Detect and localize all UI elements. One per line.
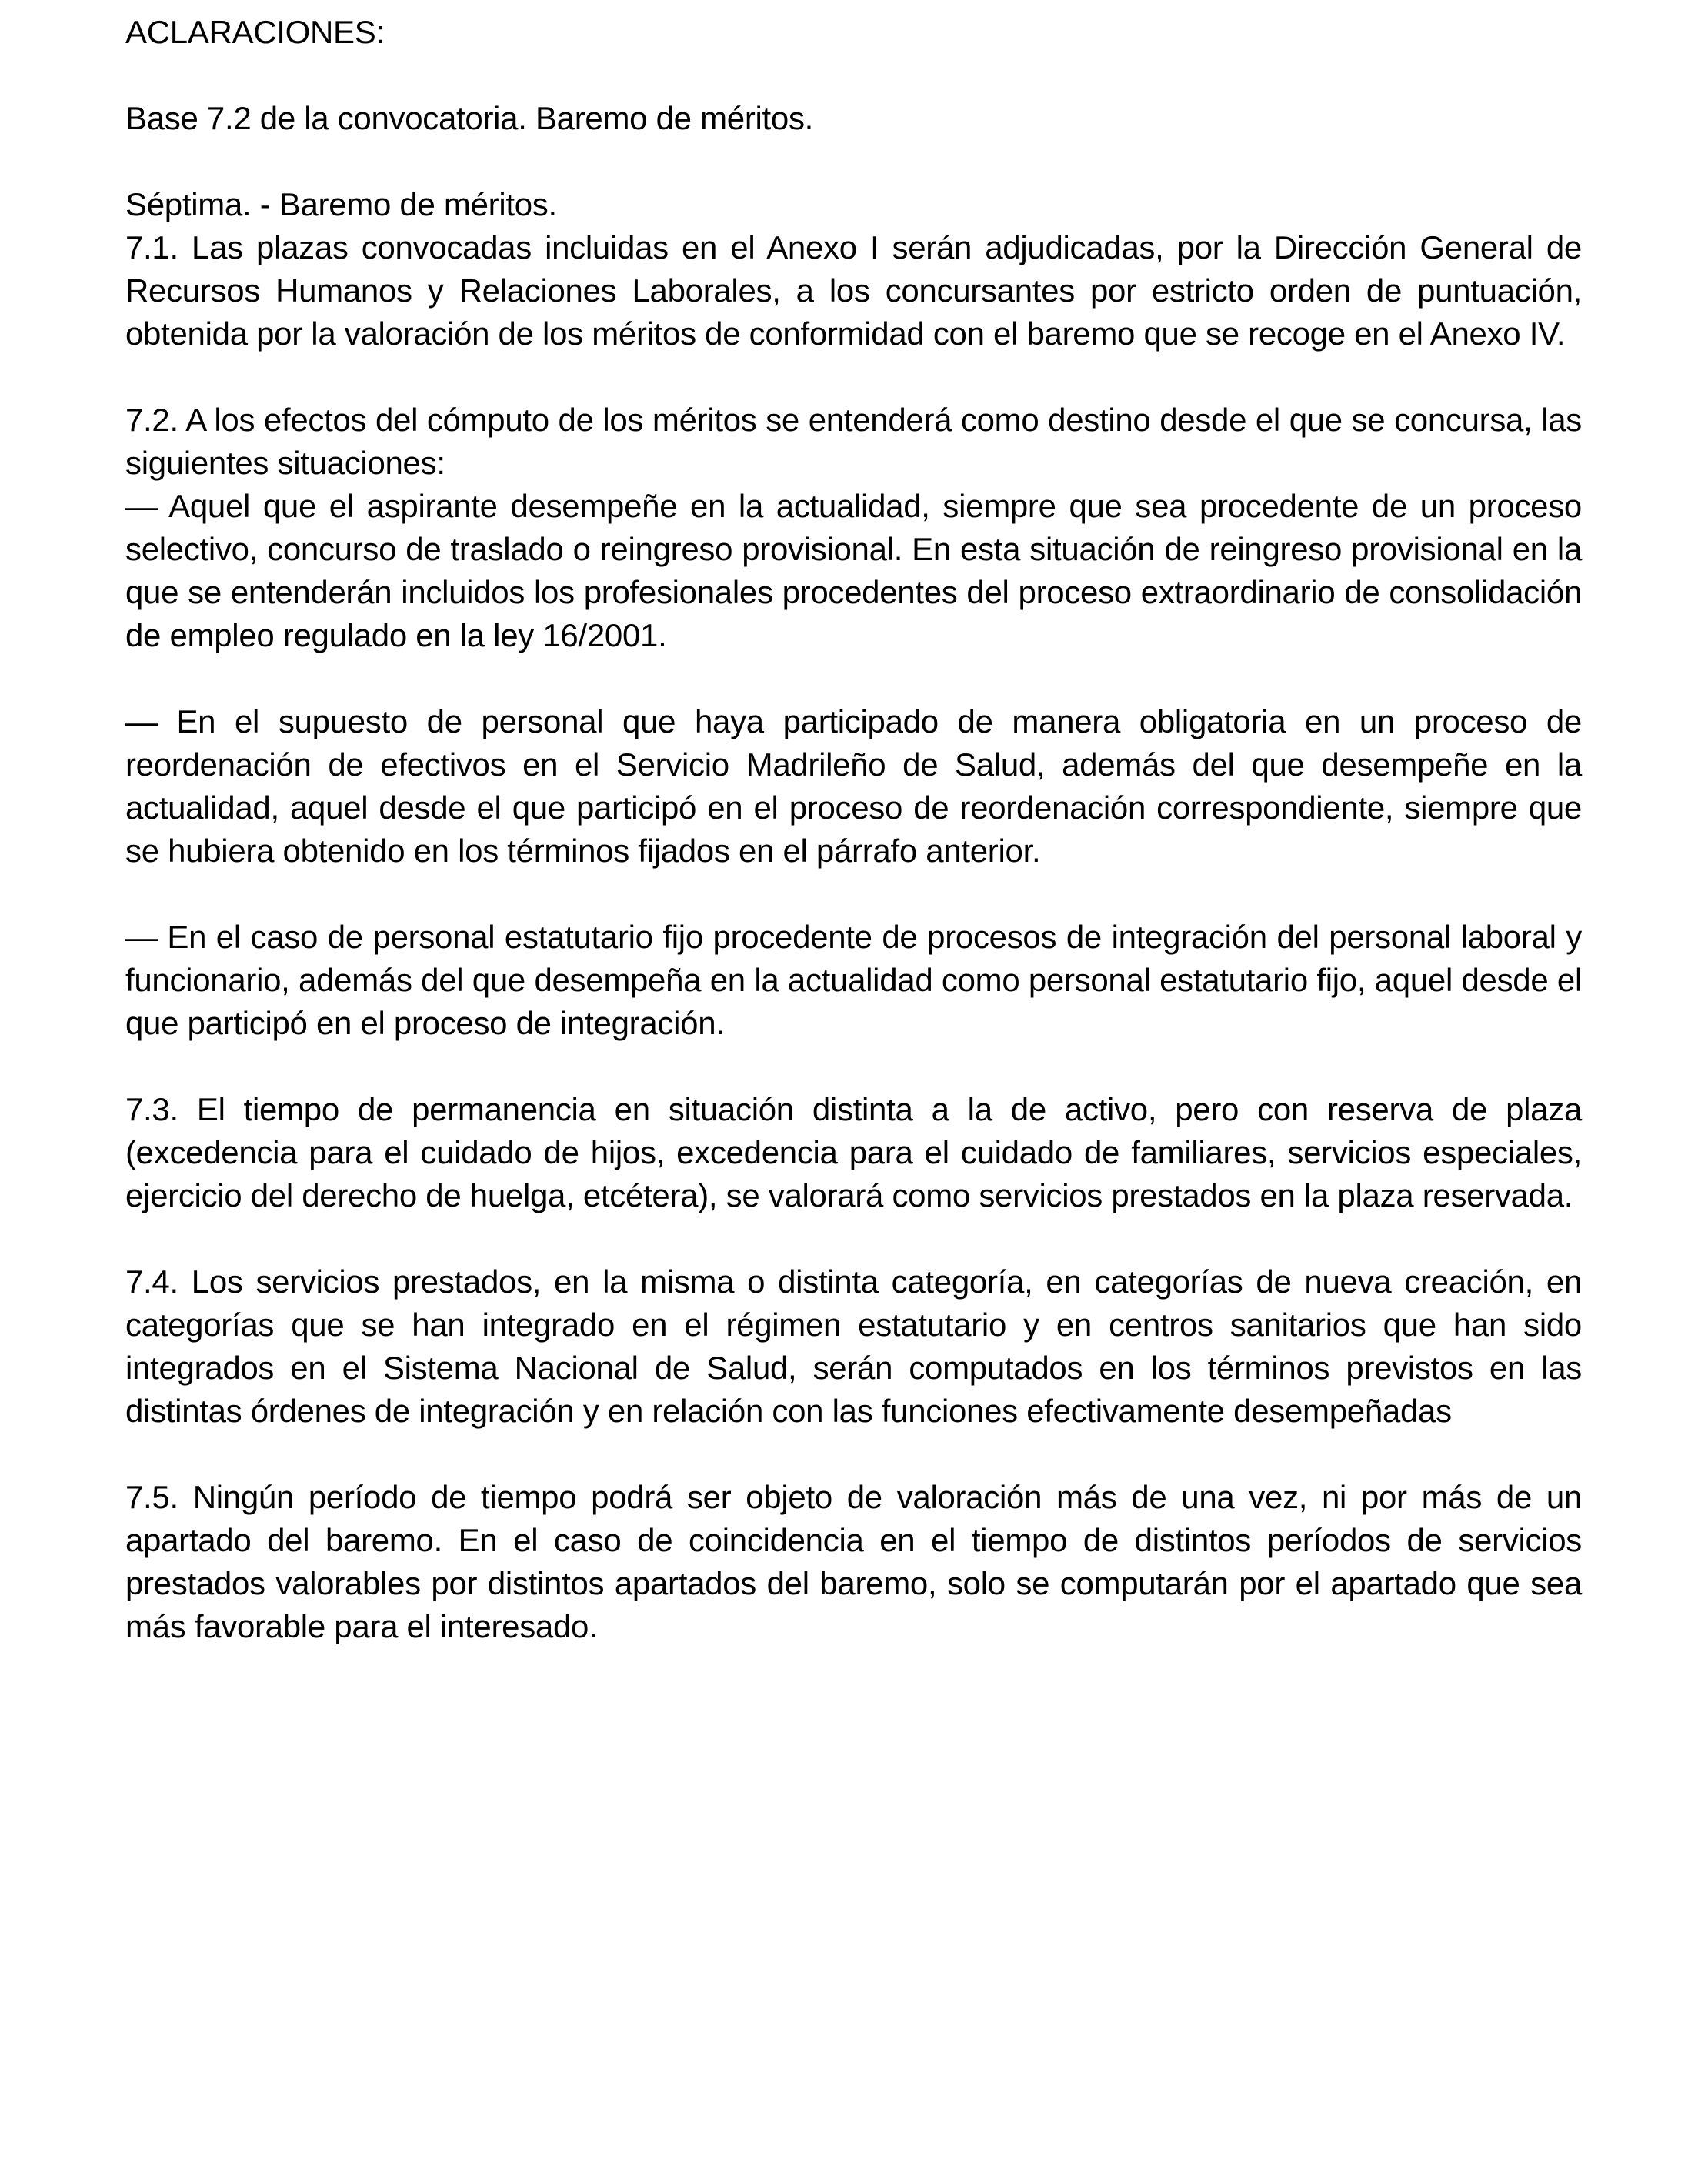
clause-7-2-dash-item-3: — En el caso de personal estatutario fijo procedente de procesos de integración del personal laboral y funcionario, además del que desempeña en la actualidad como personal estatutario fijo, aquel desde el que participó en el proceso de integración.: [125, 919, 1582, 1041]
doc-reference-line: Base 7.2 de la convocatoria. Baremo de méritos.: [125, 100, 814, 136]
clause-7-5: 7.5. Ningún período de tiempo podrá ser objeto de valoración más de una vez, ni por más de un apartado del baremo. En el caso de coincidencia en el tiempo de distintos períodos de servicios prestados valorables por distintos apartados del baremo, solo se computarán por el apartado que sea más favorable para el interesado.: [125, 1479, 1582, 1644]
clause-7-4: 7.4. Los servicios prestados, en la misma o distinta categoría, en categorías de nueva creación, en categorías que se han integrado en el régimen estatutario y en centros sanitarios que han sido integrados en el Sistema Nacional de Salud, serán computados en los términos previstos en las distintas órdenes de integración y en relación con las funciones efectivamente desempeñadas: [125, 1263, 1582, 1429]
clause-7-3: 7.3. El tiempo de permanencia en situación distinta a la de activo, pero con reserva de plaza (excedencia para el cuidado de hijos, excedencia para el cuidado de familiares, servicios especiales, ejercicio del derecho de huelga, etcétera), se valorará como servicios prestados en la plaza reservada.: [125, 1091, 1582, 1213]
clause-7-1: 7.1. Las plazas convocadas incluidas en el Anexo I serán adjudicadas, por la Dirección General de Recursos Humanos y Relaciones Laborales, a los concursantes por estricto orden de puntuación, obtenida por la valoración de los méritos de conformidad con el baremo que se recoge en el Anexo IV.: [125, 229, 1582, 352]
clause-7-2-intro: 7.2. A los efectos del cómputo de los méritos se entenderá como destino desde el que se concursa, las siguientes situaciones:: [125, 402, 1582, 481]
doc-heading: ACLARACIONES:: [125, 14, 385, 50]
section-heading: Séptima. - Baremo de méritos.: [125, 186, 557, 222]
clause-7-2-dash-item-1: — Aquel que el aspirante desempeñe en la actualidad, siempre que sea procedente de un proceso selectivo, concurso de traslado o reingreso provisional. En esta situación de reingreso provisional en la que se entenderán incluidos los profesionales procedentes del proceso extraordinario de consolidación de empleo regulado en la ley 16/2001.: [125, 488, 1582, 653]
clause-7-2-dash-item-2: — En el supuesto de personal que haya participado de manera obligatoria en un proceso de reordenación de efectivos en el Servicio Madrileño de Salud, además del que desempeñe en la actualidad, aquel desde el que participó en el proceso de reordenación correspondiente, siempre que se hubiera obtenido en los términos fijados en el párrafo anterior.: [125, 703, 1582, 869]
